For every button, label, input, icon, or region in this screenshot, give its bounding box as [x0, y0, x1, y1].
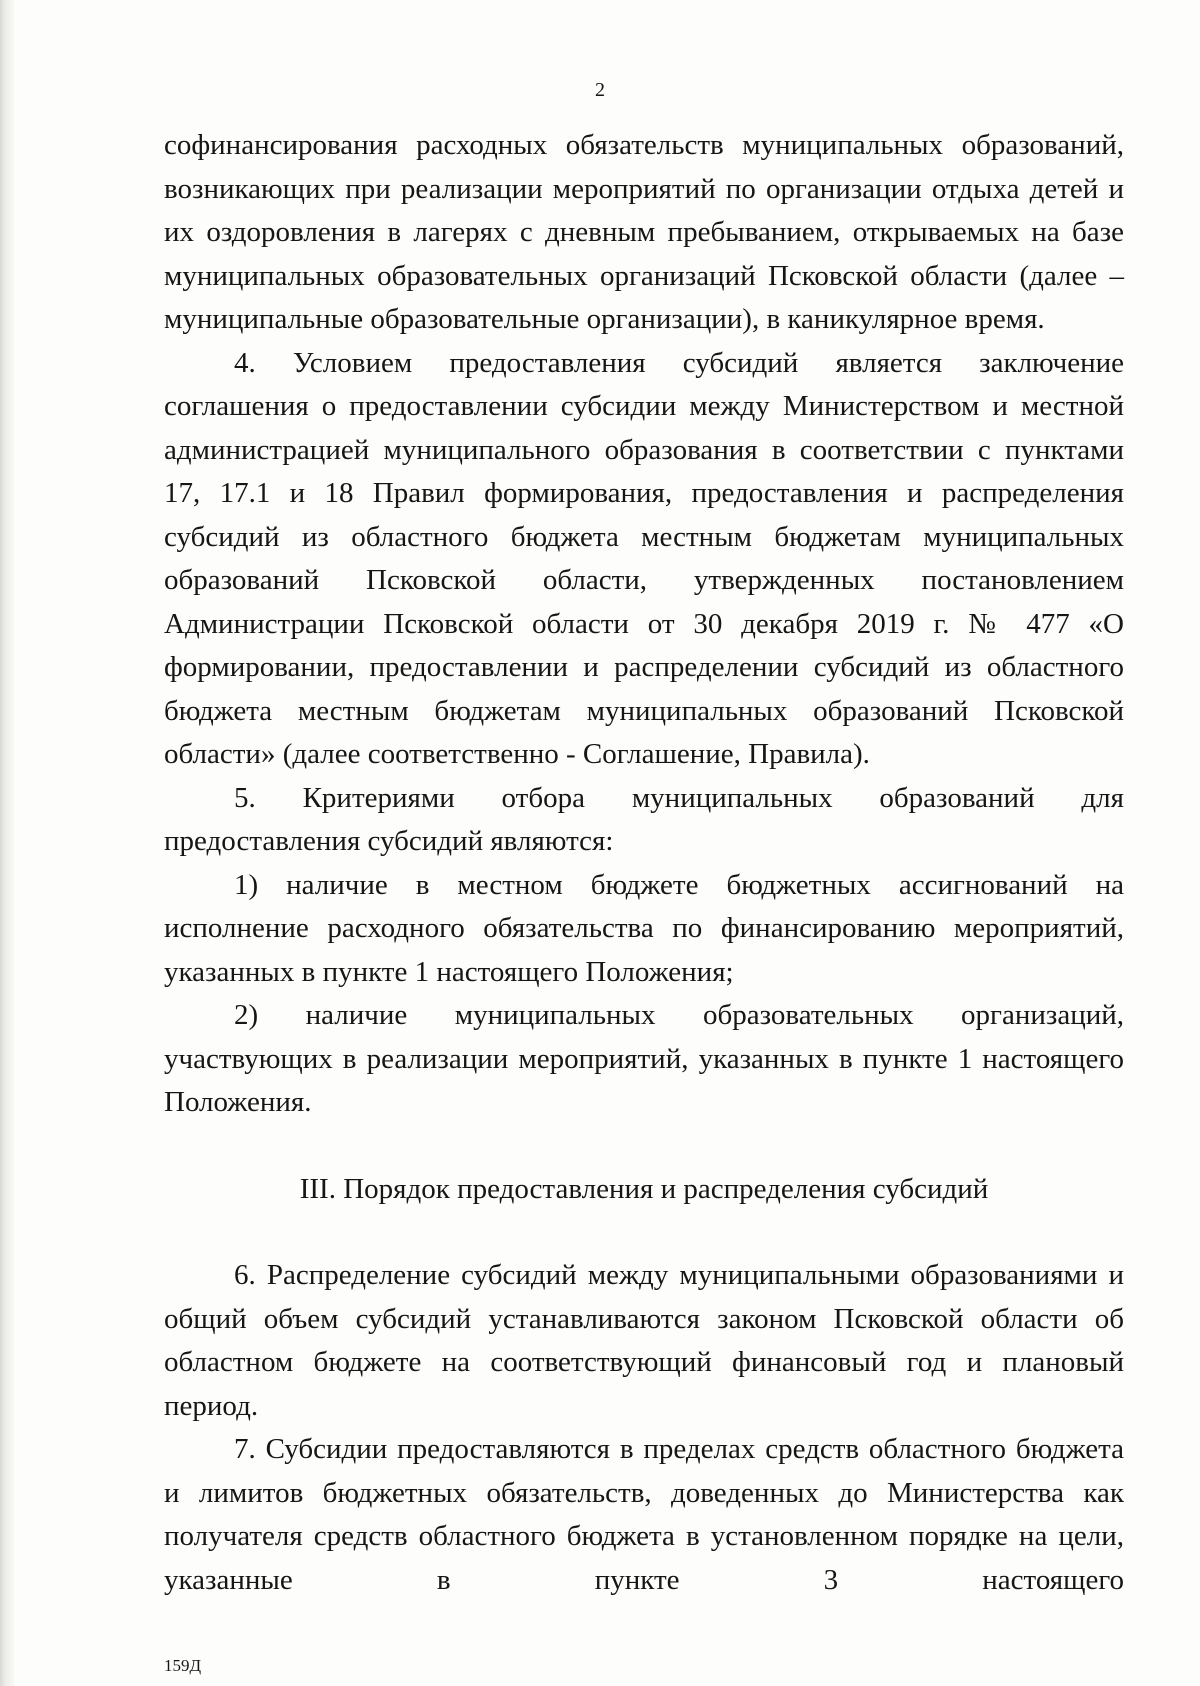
document-code: 159Д: [164, 1656, 202, 1675]
document-body: [164, 124, 1124, 1602]
paragraph-continuation: софинансирования расходных обязательств муниципальных образований, возникающих при реализации мероприятий по организации отдыха детей и их оздоровления в лагерях с дневным пребыванием, открываемых на базе муниципальных образовательных организаций Псковской области (далее – муниципальные образовательные организации), в каникулярное время.: [164, 129, 1124, 335]
page-number: 2: [595, 79, 605, 101]
section-title: III. Порядок предоставления и распределения субсидий: [299, 1172, 989, 1205]
paragraph-5: 5. Критериями отбора муниципальных образований для предоставления субсидий являются:: [164, 781, 1124, 857]
paragraph-6: 6. Распределение субсидий между муниципальными образованиями и общий объем субсидий устанавливаются законом Псковской области об областном бюджете на соответствующий финансовый год и плановый период.: [164, 1259, 1124, 1422]
scan-edge: [0, 0, 14, 1686]
paragraph-5-item-2: 2) наличие муниципальных образовательных организаций, участвующих в реализации мероприятий, указанных в пункте 1 настоящего Положения.: [164, 999, 1124, 1118]
paragraph-5-item-1: 1) наличие в местном бюджете бюджетных ассигнований на исполнение расходного обязательства по финансированию мероприятий, указанных в пункте 1 настоящего Положения;: [164, 868, 1124, 988]
paragraph-7: 7. Субсидии предоставляются в пределах средств областного бюджета и лимитов бюджетных обязательств, доведенных до Министерства как получателя средств областного бюджета в установленном порядке на цели, указанные в пункте 3 настоящего: [164, 1433, 1124, 1596]
paragraph-4: 4. Условием предоставления субсидий является заключение соглашения о предоставлении субсидии между Министерством и местной администрацией муниципального образования в соответствии с пунктами 17, 17.1 и 18 Правил формирования, предоставления и распределения субсидий из областного бюджета местным бюджетам муниципальных образований Псковской области, утвержденных постановлением Администрации Псковской области от 30 декабря 2019 г. № 477 «О формировании, предоставлении и распределении субсидий из областного бюджета местным бюджетам муниципальных образований Псковской области» (далее соответственно - Соглашение, Правила).: [164, 346, 1124, 770]
